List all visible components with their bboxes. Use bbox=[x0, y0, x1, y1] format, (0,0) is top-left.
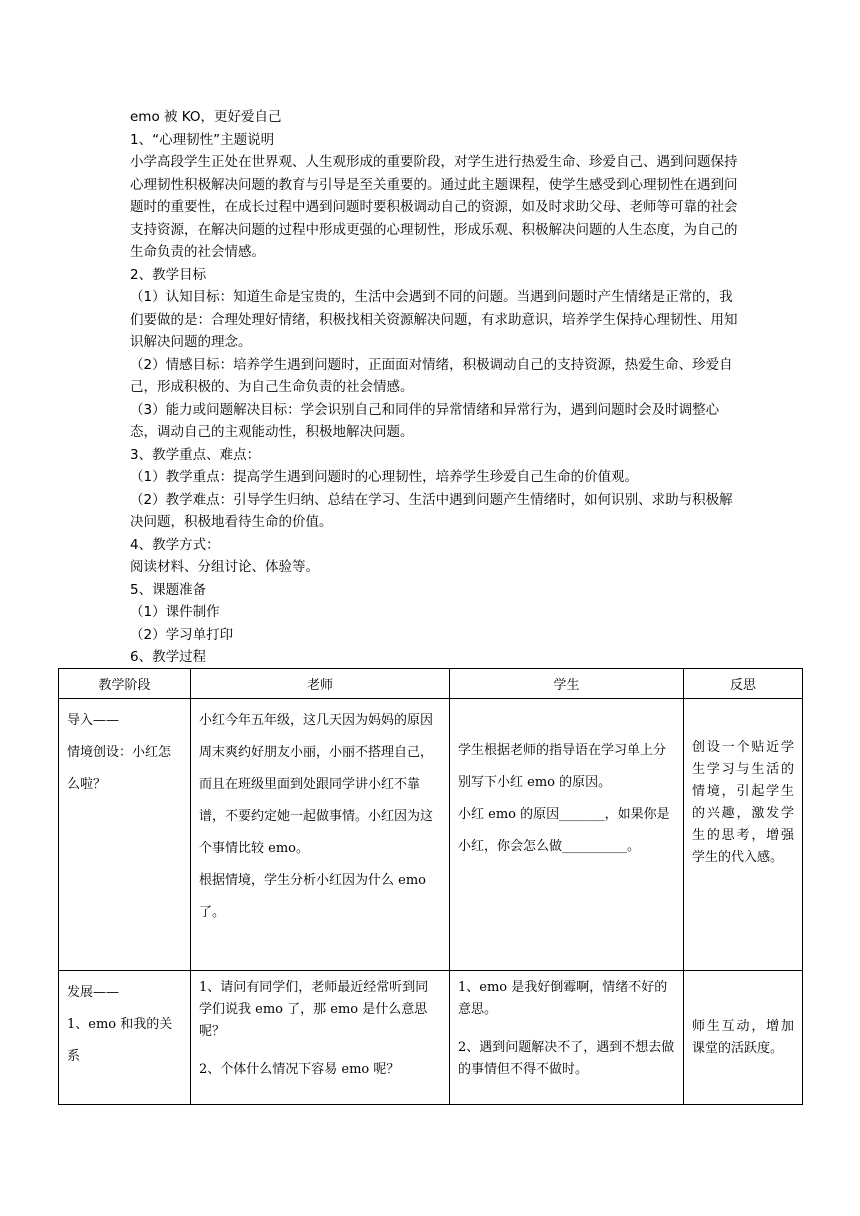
objective-emotional: （2）情感目标：培养学生遇到问题时，正面面对情绪，积极调动自己的支持资源，热爱生命、珍爱自己，形成积极的、为自己生命负责的社会情感。 bbox=[130, 356, 733, 395]
header-stage: 教学阶段 bbox=[59, 669, 191, 699]
difficult-point: （2）教学难点：引导学生归纳、总结在学习、生活中遇到问题产生情绪时，如何识别、求助与积极解决问题，积极地看待生命的价值。 bbox=[130, 491, 733, 530]
section-3-heading: 3、教学重点、难点： bbox=[130, 446, 261, 463]
header-student: 学生 bbox=[450, 669, 684, 699]
section-4-heading: 4、教学方式： bbox=[130, 536, 220, 553]
section-1-body: 小学高段学生正处在世界观、人生观形成的重要阶段，对学生进行热爱生命、珍爱自己、遇到问题保持心理韧性积极解决问题的教育与引导是至关重要的。通过此主题课程，使学生感受到心理韧性在遇到问题时的重要性，在成长过程中遇到问题时要积极调动自己的资源，如及时求助父母、老师等可靠的社会支持资源，在解决问题的过程中形成更强的心理韧性，形成乐观、积极解决问题的人生态度，为自己的生命负责的社会情感。 bbox=[130, 154, 738, 260]
section-4-body: 阅读材料、分组讨论、体验等。 bbox=[130, 559, 319, 575]
student-text: 学生根据老师的指导语在学习单上分别写下小红 emo 的原因。 bbox=[458, 743, 667, 790]
student-text: 小红 emo 的原因_______，如果你是小红，你会怎么做__________。 bbox=[458, 807, 670, 854]
section-6-heading: 6、教学过程 bbox=[130, 649, 207, 665]
document-title: emo 被 KO，更好爱自己 bbox=[130, 109, 282, 125]
prep-item-courseware: （1）课件制作 bbox=[130, 604, 220, 620]
stage-cell bbox=[59, 971, 191, 1105]
header-reflection: 反思 bbox=[684, 669, 803, 699]
teacher-text: 小红今年五年级，这几天因为妈妈的原因周末爽约好朋友小丽，小丽不搭理自己，而且在班级里面到处跟同学讲小红不靠谱，不要约定她一起做事情。小红因为这个事情比较 emo。 bbox=[199, 713, 434, 856]
teacher-cell bbox=[191, 699, 450, 971]
prep-item-worksheet: （2）学习单打印 bbox=[130, 626, 234, 643]
document-body bbox=[130, 106, 740, 669]
student-text: 1、emo 是我好倒霉啊，情绪不好的意思。 bbox=[458, 980, 668, 1017]
key-point: （1）教学重点：提高学生遇到问题时的心理韧性，培养学生珍爱自己生命的价值观。 bbox=[130, 469, 639, 485]
stage-title: 发展—— bbox=[67, 985, 120, 1000]
teacher-text: 1、请问有同学们，老师最近经常听到同学们说我 emo 了，那 emo 是什么意思呢？ bbox=[199, 980, 429, 1039]
student-cell bbox=[450, 971, 684, 1105]
header-teacher: 老师 bbox=[191, 669, 450, 699]
student-text: 2、遇到问题解决不了，遇到不想去做的事情但不得不做时。 bbox=[458, 1040, 675, 1077]
section-2-heading: 2、教学目标 bbox=[130, 266, 207, 283]
teaching-process-table bbox=[58, 668, 803, 1105]
reflection-cell bbox=[684, 699, 803, 971]
stage-cell bbox=[59, 699, 191, 971]
table-row bbox=[59, 971, 803, 1105]
reflection-cell bbox=[684, 971, 803, 1105]
stage-subtitle: 1、emo 和我的关系 bbox=[67, 1017, 173, 1064]
teacher-cell bbox=[191, 971, 450, 1105]
student-cell bbox=[450, 699, 684, 971]
section-5-heading: 5、课题准备 bbox=[130, 581, 207, 598]
objective-ability: （3）能力或问题解决目标：学会识别自己和同伴的异常情绪和异常行为，遇到问题时会及时调整心态，调动自己的主观能动性，积极地解决问题。 bbox=[130, 401, 720, 440]
reflection-text: 师生互动，增加课堂的活跃度。 bbox=[692, 1018, 794, 1056]
teacher-text: 根据情境，学生分析小红因为什么 emo 了。 bbox=[199, 873, 426, 920]
reflection-text: 创设一个贴近学生学习与生活的情境，引起学生的兴趣，激发学生的思考，增强学生的代入感。 bbox=[692, 740, 794, 865]
stage-subtitle: 情境创设：小红怎么啦？ bbox=[67, 745, 172, 792]
section-1-heading: 1、“心理韧性”主题说明 bbox=[130, 131, 275, 148]
table-row bbox=[59, 699, 803, 971]
objective-cognitive: （1）认知目标：知道生命是宝贵的，生活中会遇到不同的问题。当遇到问题时产生情绪是正常的，我们要做的是：合理处理好情绪，积极找相关资源解决问题，有求助意识，培养学生保持心理韧性、用知识解决问题的理念。 bbox=[130, 289, 738, 350]
teacher-text: 2、个体什么情况下容易 emo 呢？ bbox=[199, 1062, 400, 1077]
table-header-row bbox=[59, 669, 803, 699]
stage-title: 导入—— bbox=[67, 713, 120, 728]
